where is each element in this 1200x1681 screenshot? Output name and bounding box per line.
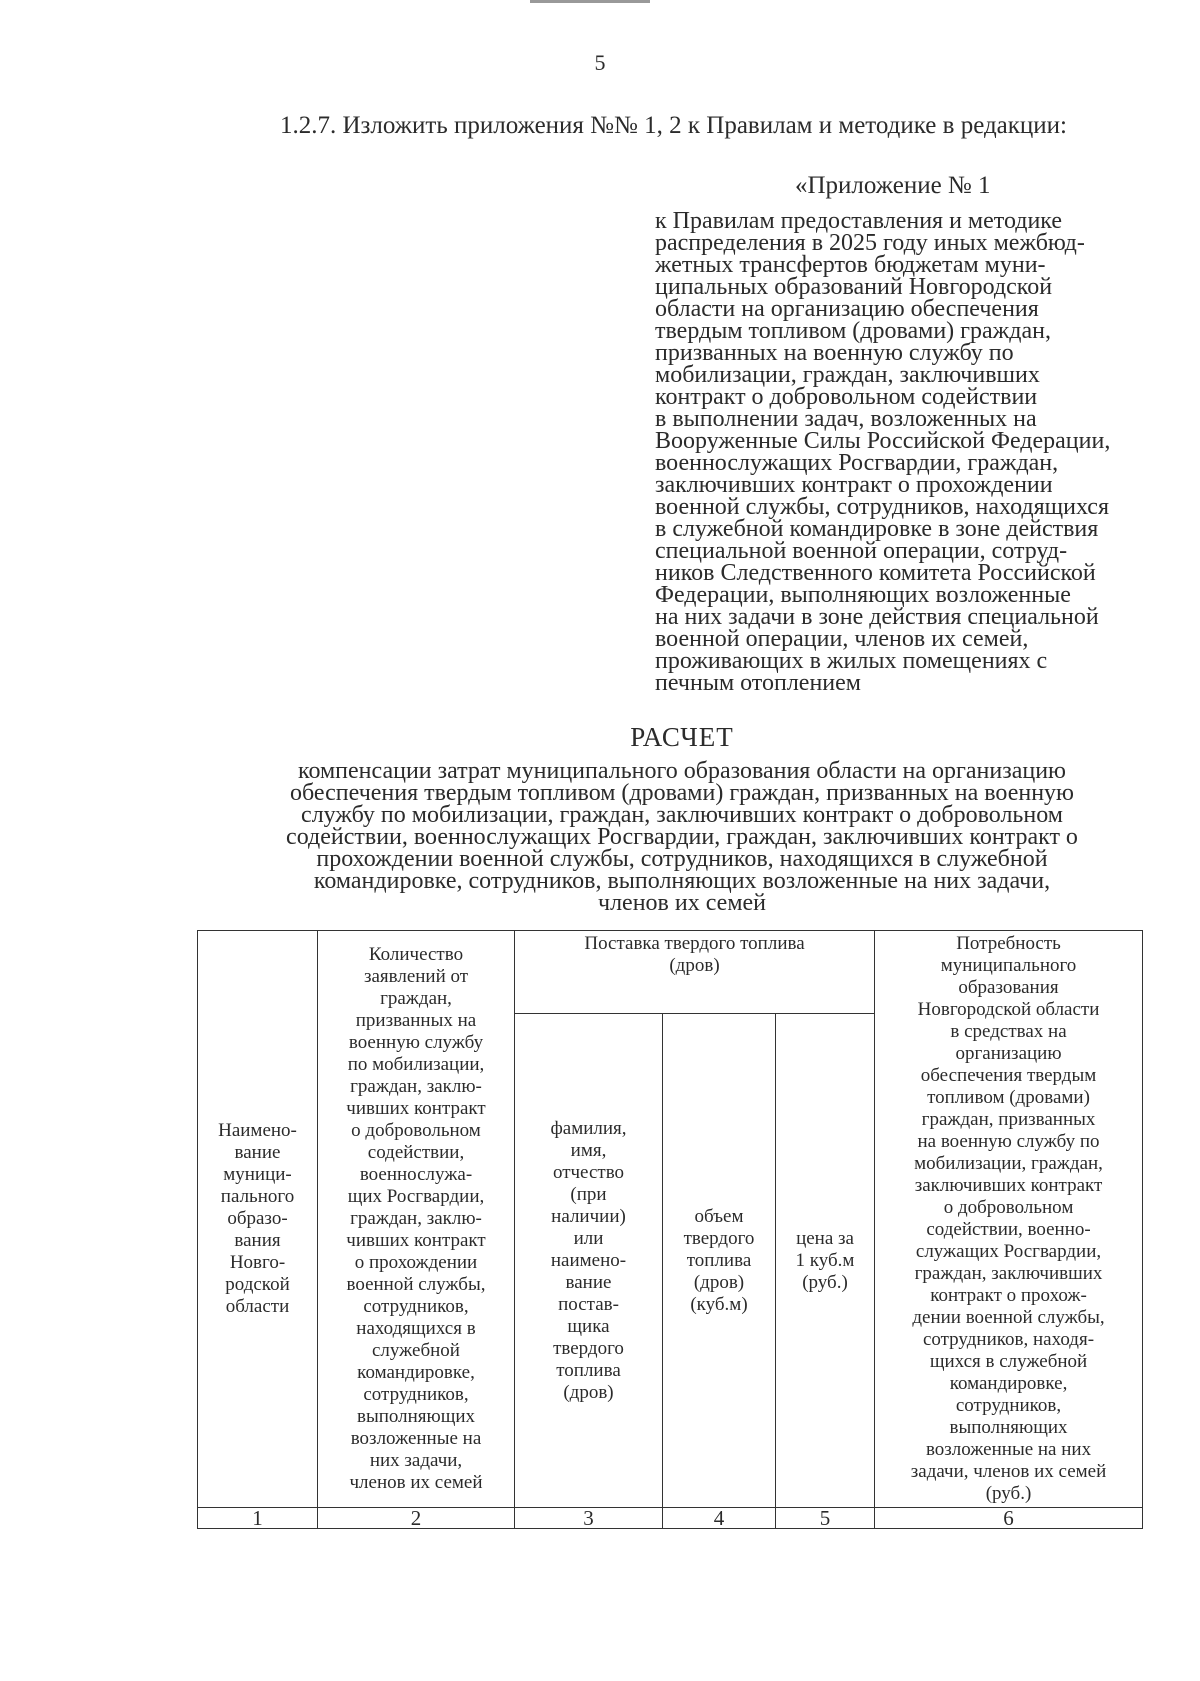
subtitle-line: обеспечения твердым топливом (дровами) граждан, призванных на военную (290, 780, 1074, 806)
header-line: (куб.м) (690, 1293, 748, 1315)
header-line: Новго- (229, 1252, 286, 1273)
header-line: возложенные на них (925, 1439, 1092, 1460)
column-number: 3 (515, 1508, 663, 1529)
header-line: сотрудников, (955, 1395, 1062, 1416)
appendix-line: к Правилам предоставления и методике (655, 208, 1063, 234)
header-line: твердого (683, 1227, 755, 1249)
header-line: вания (234, 1230, 281, 1251)
header-fuel-supply (515, 931, 875, 1014)
table-header-row (198, 931, 1143, 1014)
header-line: о прохождении (354, 1252, 478, 1273)
header-line: членов их семей (349, 1472, 483, 1493)
header-line: (дров) (563, 1381, 614, 1403)
header-line: содействии, военно- (926, 1219, 1091, 1240)
header-line: топлива (686, 1249, 752, 1271)
appendix-line: проживающих в жилых помещениях с (655, 648, 1048, 674)
column-number: 1 (198, 1508, 318, 1529)
header-supplier-name (515, 1014, 663, 1508)
header-line: топливом (дровами) (927, 1087, 1090, 1108)
appendix-line: области на организацию обеспечения (655, 296, 1039, 322)
appendix-line: Вооруженные Силы Российской Федерации, (655, 428, 1111, 454)
header-municipality (198, 931, 318, 1508)
appendix-line: ципальных образований Новгородской (655, 274, 1053, 300)
subtitle-line: службу по мобилизации, граждан, заключивших контракт о добровольном (301, 802, 1063, 828)
header-line: граждан, заклю- (350, 1076, 482, 1097)
header-line: выполняющих (356, 1406, 476, 1427)
header-line: заявлений от (363, 966, 469, 987)
header-line: мобилизации, граждан, (914, 1153, 1103, 1174)
subtitle-line: командировке, сотрудников, выполняющих возложенные на них задачи, (313, 868, 1051, 894)
column-number: 2 (318, 1508, 515, 1529)
calculation-table (197, 930, 1143, 1529)
header-line: области (225, 1296, 290, 1317)
header-line: постав- (558, 1293, 619, 1315)
header-line: щихся в служебной (929, 1351, 1088, 1372)
header-line: объем (694, 1205, 744, 1227)
header-line: находящихся в (356, 1318, 476, 1339)
header-line: на военную службу по (917, 1131, 1100, 1152)
header-line: возложенные на (350, 1428, 482, 1449)
header-line: фамилия, (550, 1117, 627, 1139)
document-title: РАСЧЕТ (630, 722, 734, 752)
header-line: контракт о прохож- (930, 1285, 1087, 1306)
page-number: 5 (594, 50, 606, 75)
appendix-line: заключивших контракт о прохождении (655, 472, 1053, 498)
header-line: наимено- (550, 1249, 627, 1271)
appendix-line: на них задачи в зоне действия специальной (655, 604, 1099, 630)
header-line: граждан, заключивших (914, 1263, 1103, 1284)
header-line: Поставка твердого топлива (584, 933, 805, 954)
header-line: (дров) (669, 955, 720, 976)
header-line: (руб.) (802, 1271, 848, 1293)
appendix-line: военнослужащих Росгвардии, граждан, (655, 450, 1059, 476)
header-line: чивших контракт (346, 1230, 486, 1251)
appendix-reference-block (655, 210, 1175, 694)
header-line: содействии, (367, 1142, 465, 1163)
appendix-line: контракт о добровольном содействии (655, 384, 1038, 410)
appendix-line: печным отоплением (655, 670, 861, 696)
header-line: вание (565, 1271, 612, 1293)
header-line: цена за (796, 1227, 854, 1249)
header-line: (руб.) (985, 1483, 1032, 1504)
header-line: Количество (368, 944, 464, 965)
header-line: граждан, (380, 988, 452, 1009)
header-line: командировке, (949, 1373, 1068, 1394)
header-line: наличии) (551, 1205, 626, 1227)
header-line: граждан, призванных (921, 1109, 1096, 1130)
header-line: отчество (552, 1161, 625, 1183)
appendix-title: «Приложение № 1 (795, 172, 991, 199)
header-line: 1 куб.м (795, 1249, 855, 1271)
document-subtitle (200, 760, 1164, 914)
header-line: сотрудников, (363, 1296, 469, 1317)
appendix-line: военной операции, членов их семей, (655, 626, 1029, 652)
header-applications-count (318, 931, 515, 1508)
header-line: о добровольном (351, 1120, 481, 1141)
header-line: муниципального (940, 955, 1077, 976)
scan-artifact (530, 0, 650, 3)
header-line: командировке, (357, 1362, 475, 1383)
subtitle-line: компенсации затрат муниципального образования области на организацию (298, 758, 1066, 784)
appendix-line: в выполнении задач, возложенных на (655, 406, 1037, 432)
header-line: (дров) (693, 1271, 745, 1293)
column-number: 6 (875, 1508, 1143, 1529)
header-line: в средствах на (950, 1021, 1067, 1042)
subtitle-line: содействии, военнослужащих Росгвардии, граждан, заключивших контракт о (286, 824, 1078, 850)
header-line: заключивших контракт (914, 1175, 1103, 1196)
header-line: твердого (553, 1337, 624, 1359)
header-line: о добровольном (943, 1197, 1074, 1218)
header-line: образования (958, 977, 1059, 998)
column-numbers-row (198, 1508, 1143, 1529)
appendix-line: военной службы, сотрудников, находящихся (655, 494, 1109, 520)
appendix-line: призванных на военную службу по (655, 340, 1014, 366)
appendix-line: жетных трансфертов бюджетам муни- (655, 252, 1046, 278)
header-line: них задачи, (369, 1450, 463, 1471)
header-line: организацию (955, 1043, 1062, 1064)
header-line: дении военной службы, (912, 1307, 1105, 1328)
header-line: Наимено- (218, 1120, 297, 1141)
column-number: 4 (663, 1508, 776, 1529)
appendix-line: специальной военной операции, сотруд- (655, 538, 1068, 564)
header-line: щих Росгвардии, (347, 1186, 485, 1207)
header-line: выполняющих (949, 1417, 1068, 1438)
header-line: вание (234, 1142, 281, 1163)
header-line: чивших контракт (346, 1098, 486, 1119)
header-line: сотрудников, находя- (922, 1329, 1095, 1350)
header-line: или (573, 1227, 604, 1249)
header-line: родской (225, 1274, 290, 1295)
header-line: образо- (227, 1208, 288, 1229)
header-line: служащих Росгвардии, (915, 1241, 1102, 1262)
item-paragraph: 1.2.7. Изложить приложения №№ 1, 2 к Правилам и методике в редакции: (280, 112, 1067, 139)
subtitle-line: прохождении военной службы, сотрудников, находящихся в служебной (316, 846, 1048, 872)
appendix-line: мобилизации, граждан, заключивших (655, 362, 1040, 388)
header-line: военную службу (348, 1032, 484, 1053)
header-line: призванных на (355, 1010, 477, 1031)
header-line: задачи, членов их семей (910, 1461, 1107, 1482)
header-line: обеспечения твердым (920, 1065, 1097, 1086)
appendix-line: твердым топливом (дровами) граждан, (655, 318, 1051, 344)
header-unit-price (776, 1014, 875, 1508)
header-line: служебной (372, 1340, 460, 1361)
appendix-line: в служебной командировке в зоне действия (655, 516, 1099, 542)
header-line: Потребность (956, 933, 1061, 954)
appendix-line: распределения в 2025 году иных межбюд- (655, 230, 1085, 256)
header-funding-need (875, 931, 1143, 1508)
header-line: военнослужа- (359, 1164, 473, 1185)
header-fuel-volume (663, 1014, 776, 1508)
header-line: военной службы, (346, 1274, 486, 1295)
header-line: пального (220, 1186, 295, 1207)
header-line: имя, (570, 1139, 607, 1161)
header-line: граждан, заклю- (350, 1208, 482, 1229)
header-line: по мобилизации, (347, 1054, 485, 1075)
header-line: щика (567, 1315, 610, 1337)
header-line: сотрудников, (363, 1384, 469, 1405)
header-line: топлива (556, 1359, 621, 1381)
column-number: 5 (776, 1508, 875, 1529)
subtitle-line: членов их семей (598, 890, 766, 916)
header-line: муници- (223, 1164, 292, 1185)
header-line: Новгородской области (917, 999, 1100, 1020)
header-line: (при (570, 1183, 607, 1205)
appendix-line: Федерации, выполняющих возложенные (655, 582, 1071, 608)
appendix-line: ников Следственного комитета Российской (655, 560, 1096, 586)
